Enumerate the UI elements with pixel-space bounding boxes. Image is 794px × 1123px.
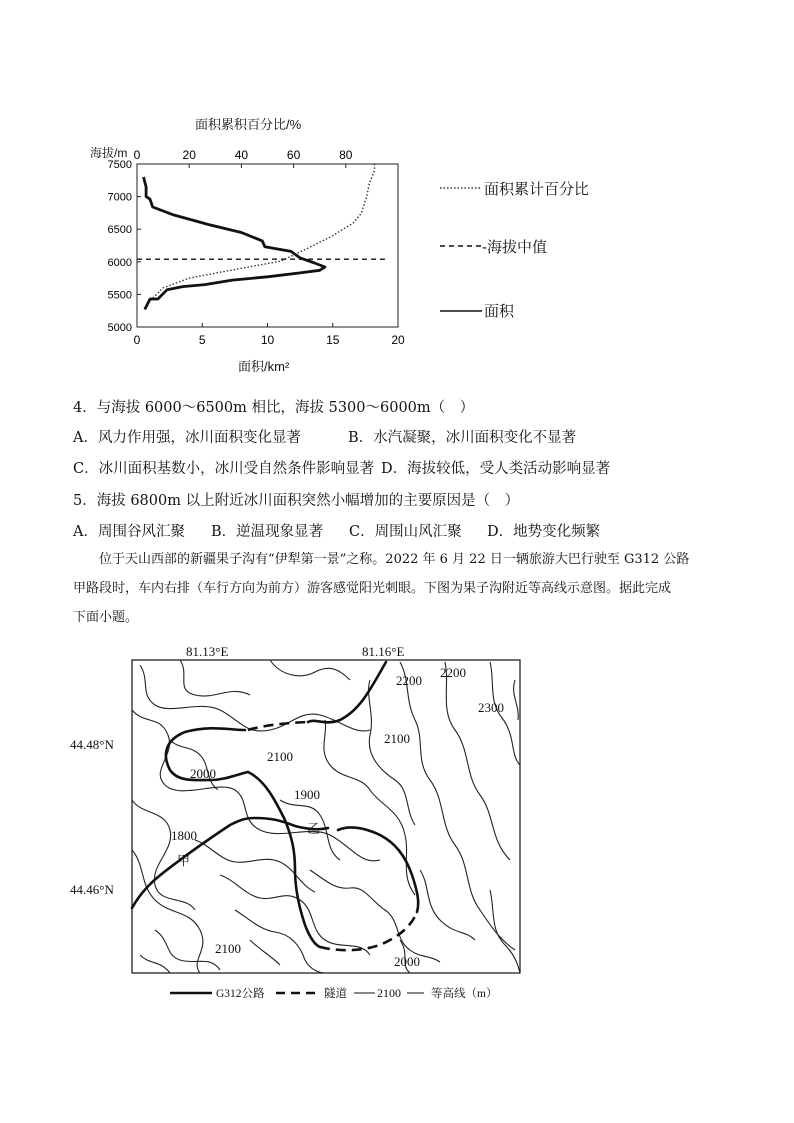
top-tick-label: 20 [182,148,196,162]
contour-label: 2200 [440,665,466,680]
lat-label-bottom: 44.46°N [70,882,114,897]
map-legend [170,986,497,1000]
contour-label: 2000 [394,954,420,969]
y-tick-label: 7000 [107,191,132,204]
contour-label: 2100 [384,731,410,746]
point-jia: 甲 [177,853,191,868]
x-tick-label: 20 [391,333,405,347]
top-tick-label: 80 [339,148,353,162]
legend-median: -海拔中值 [482,239,548,256]
q4-option-c: C．冰川面积基数小，冰川受自然条件影响显著 [73,461,375,477]
legend-cumulative: 面积累计百分比 [484,181,590,198]
y-tick-label: 6000 [107,256,132,269]
x-tick-label: 10 [260,333,275,347]
q4-option-a: A．风力作用强，冰川面积变化显著 [73,430,301,446]
q5-stem: 5．海拔 6800m 以上附近冰川面积突然小幅增加的主要原因是（ ） [73,493,520,509]
q5-option-d: D．地势变化频繁 [487,524,601,540]
q4-option-d: D．海拔较低，受人类活动影响显著 [381,461,611,477]
point-yi: 乙 [307,821,321,836]
y-tick-label: 7500 [107,159,132,171]
intro-line-1: 位于天山西部的新疆果子沟有“伊犁第一景”之称。2022 年 6 月 22 日一辆旅游大巴行驶至 G312 公路 [99,552,690,567]
x-tick-label: 15 [326,333,340,347]
legend-tunnel: 隧道 [324,988,347,1000]
x-tick-label: 0 [133,333,141,347]
contour-label: 1800 [171,828,197,843]
contour-label: 2100 [267,749,293,764]
contour-label: 1900 [294,787,320,802]
contour-map [70,640,540,1010]
legend-area: 面积 [484,303,515,320]
x-axis-label: 面积/km² [238,359,290,374]
lon-label-left: 81.13°E [186,644,229,659]
plot-frame [137,164,398,327]
q5-option-b: B．逆温现象显著 [211,524,324,540]
contour-label: 2000 [190,766,216,781]
legend-median-text: 海拔中值 [487,239,548,256]
y-axis-label: 海拔/m [90,146,128,160]
top-tick-label: 60 [286,148,301,162]
x-tick-label: 5 [198,333,206,347]
contour-label: 2300 [478,700,504,715]
lon-label-right: 81.16°E [362,644,405,659]
contour-lines [132,660,520,973]
top-axis-label: 面积累积百分比/% [195,117,302,132]
intro-line-2: 甲路段时，车内右排（车行方向为前方）游客感觉阳光刺眼。下图为果子沟附近等高线示意图。据此完成 [73,581,672,596]
y-tick-label: 6500 [107,224,132,237]
q4-stem: 4．与海拔 6000～6500m 相比，海拔 5300～6000m（ ） [73,400,475,416]
g312-road [132,662,418,947]
legend-contour: 等高线（m） [431,988,498,1000]
glacier-chart [80,108,620,378]
legend-contour-value: 2100 [377,986,401,1000]
lat-label-top: 44.48°N [70,737,114,752]
intro-paragraph [73,545,733,632]
intro-line-3: 下面小题。 [73,610,139,625]
series-area-line [144,177,325,309]
contour-label: 2200 [396,673,422,688]
contour-label: 2100 [215,941,241,956]
q5-option-a: A．周围谷风汇聚 [73,524,185,540]
y-tick-label: 5500 [107,289,132,302]
q5-option-c: C．周围山风汇聚 [349,524,462,540]
top-tick-label: 40 [234,148,249,162]
y-tick-label: 5000 [107,322,132,334]
q4-option-b: B．水汽凝聚，冰川面积变化不显著 [348,430,577,446]
legend-road: G312公路 [216,988,265,1000]
top-tick-label: 0 [133,148,141,162]
